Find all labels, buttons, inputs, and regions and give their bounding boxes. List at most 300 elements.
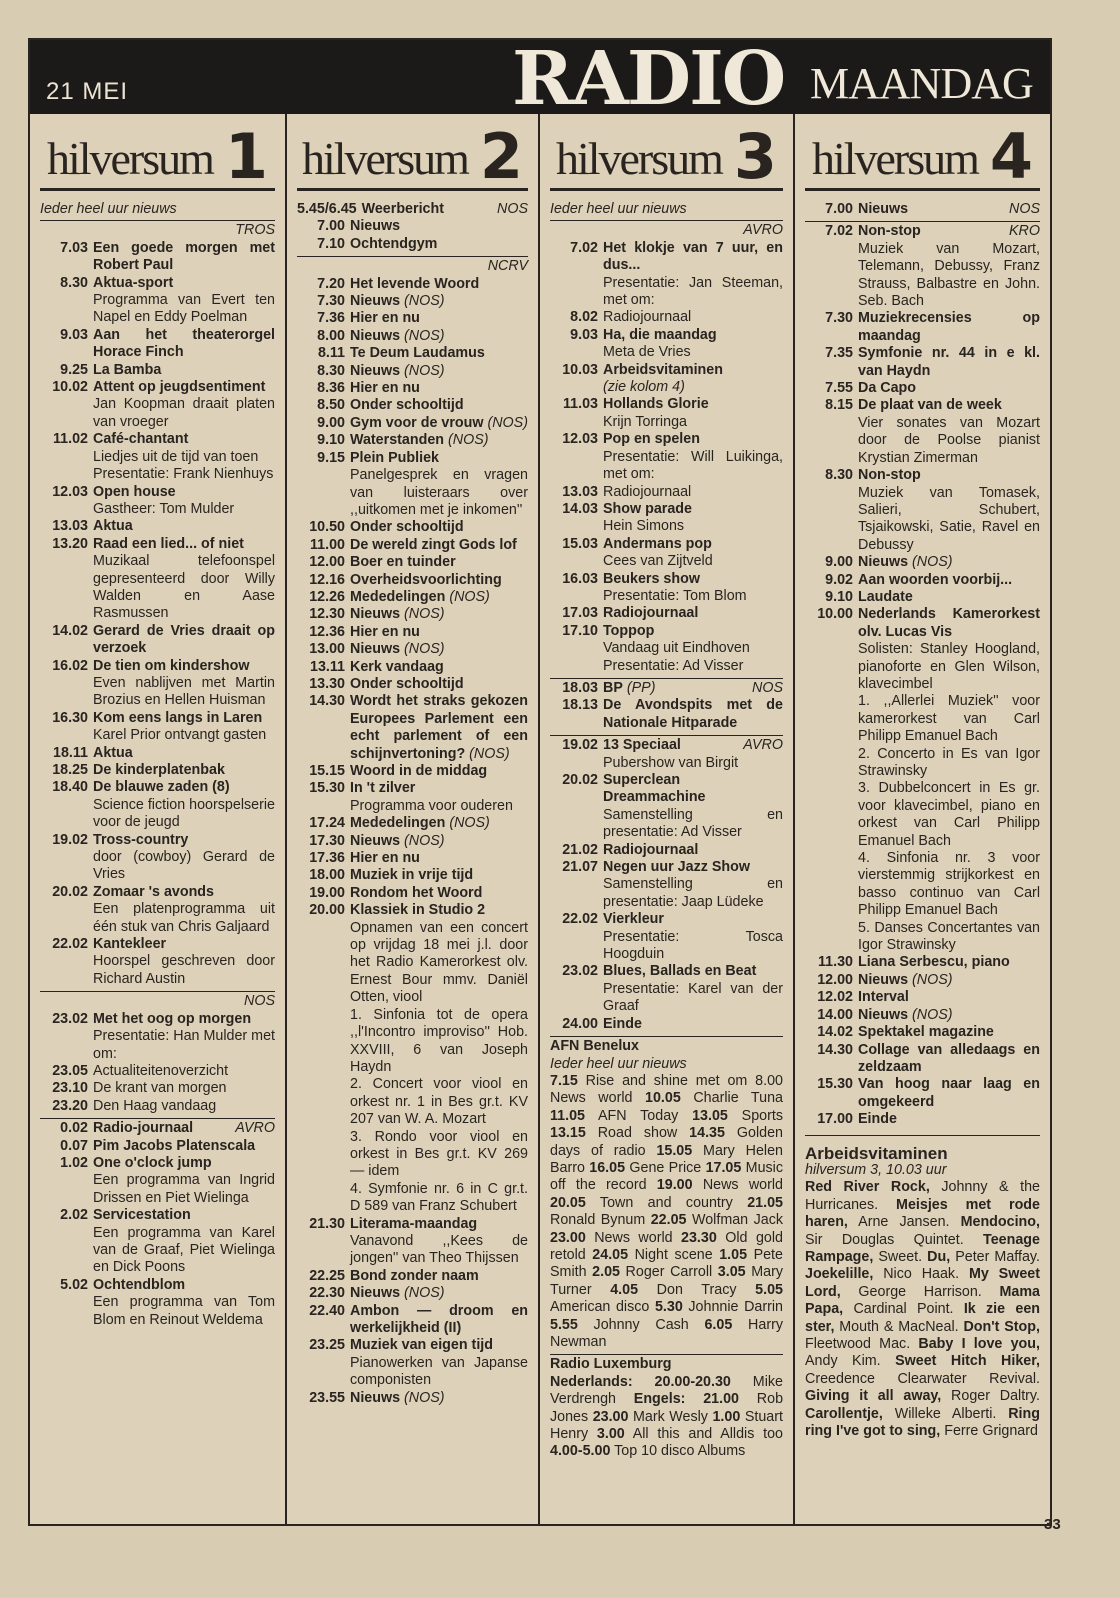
program-entry bbox=[550, 501, 783, 536]
broadcaster-label: AVRO bbox=[743, 737, 783, 754]
program-time: 13.03 bbox=[52, 518, 88, 535]
program-time: 17.30 bbox=[309, 832, 345, 849]
header-day: MAANDAG bbox=[810, 59, 1033, 108]
column-header bbox=[40, 114, 275, 191]
program-time: 14.02 bbox=[52, 622, 88, 639]
program-time: 9.02 bbox=[825, 571, 853, 588]
program-entry bbox=[297, 201, 528, 218]
program-title: Symfonie nr. 44 in e kl. van Haydn bbox=[858, 345, 1040, 379]
program-text bbox=[350, 450, 528, 520]
program-time: 13.00 bbox=[309, 641, 345, 658]
program-time: 9.15 bbox=[317, 449, 345, 466]
bold-segment: 1.00 bbox=[712, 1408, 741, 1425]
broadcaster-label: AVRO bbox=[743, 222, 783, 239]
program-text bbox=[858, 606, 1040, 954]
program-time: 12.00 bbox=[309, 554, 345, 571]
program-text bbox=[350, 1390, 528, 1407]
program-time: 10.02 bbox=[52, 379, 88, 396]
program-entry bbox=[40, 1063, 275, 1080]
news-note: Ieder heel uur nieuws bbox=[550, 201, 783, 221]
program-entry bbox=[297, 1285, 528, 1302]
program-description: 2. Concerto in Es van Igor Strawinsky bbox=[858, 745, 1040, 779]
program-entry bbox=[805, 380, 1040, 397]
program-entry bbox=[40, 658, 275, 710]
text-segment: Charlie Tuna bbox=[680, 1090, 783, 1107]
bold-segment: 22.05 bbox=[650, 1212, 687, 1229]
program-text bbox=[93, 884, 275, 936]
program-time: 16.03 bbox=[562, 570, 598, 587]
program-entry bbox=[40, 832, 275, 884]
column-header bbox=[805, 114, 1040, 191]
program-text bbox=[350, 537, 528, 554]
program-text bbox=[603, 1016, 783, 1033]
bold-segment: 21.05 bbox=[747, 1194, 783, 1211]
program-text bbox=[350, 328, 528, 345]
program-time: 19.02 bbox=[52, 831, 88, 848]
program-description: Programma voor ouderen bbox=[350, 797, 513, 814]
bold-segment: 5.30 bbox=[654, 1299, 683, 1316]
program-text bbox=[603, 484, 783, 501]
program-text bbox=[603, 309, 783, 326]
text-segment: AFN Today bbox=[585, 1107, 693, 1124]
program-text bbox=[603, 362, 783, 397]
program-title: Zomaar 's avonds bbox=[93, 883, 214, 900]
program-list bbox=[297, 201, 528, 1407]
program-title: Aktua bbox=[93, 744, 133, 761]
program-title: Onder schooltijd bbox=[350, 519, 464, 536]
column-header bbox=[550, 114, 783, 191]
program-text bbox=[858, 572, 1040, 589]
radio-listings-page bbox=[28, 38, 1052, 1526]
program-time: 7.20 bbox=[317, 275, 345, 292]
program-text bbox=[603, 571, 783, 606]
program-list bbox=[40, 201, 275, 1329]
program-title: Raad een lied... of niet bbox=[93, 535, 244, 552]
program-description: Vier sonates van Mozart door de Poolse pianist Krystian Zimerman bbox=[858, 414, 1040, 466]
program-time: 17.03 bbox=[562, 605, 598, 622]
program-time: 0.02 bbox=[60, 1120, 88, 1137]
program-time: 23.20 bbox=[52, 1097, 88, 1114]
program-entry bbox=[297, 432, 528, 449]
program-entry bbox=[297, 676, 528, 693]
program-list bbox=[805, 201, 1040, 1440]
program-description: Muziek van Tomasek, Salieri, Schubert, Tsjaikowski, Satie, Ravel en Debussy bbox=[858, 484, 1040, 553]
bold-segment: 4.00-5.00 bbox=[550, 1443, 611, 1460]
program-title: Collage van alledaags en zeldzaam bbox=[858, 1041, 1040, 1075]
program-text bbox=[93, 1120, 275, 1137]
program-entry bbox=[297, 328, 528, 345]
program-text bbox=[93, 1080, 275, 1097]
program-title: Aktua-sport bbox=[93, 274, 174, 291]
program-time: 16.02 bbox=[52, 657, 88, 674]
program-text bbox=[858, 1111, 1040, 1128]
program-text bbox=[362, 201, 528, 218]
program-text bbox=[350, 415, 528, 432]
program-text bbox=[858, 1076, 1040, 1111]
bold-segment: 24.05 bbox=[592, 1246, 629, 1263]
bold-segment: 13.15 bbox=[550, 1125, 586, 1142]
text-segment: Ferre Grignard bbox=[940, 1423, 1038, 1440]
program-description: Presentatie: Tosca Hoogduin bbox=[603, 928, 783, 963]
program-time: 5.02 bbox=[60, 1276, 88, 1293]
program-entry bbox=[805, 972, 1040, 989]
program-entry bbox=[297, 1390, 528, 1407]
program-entry bbox=[297, 397, 528, 414]
program-time: 24.00 bbox=[562, 1015, 598, 1032]
program-title: Andermans pop bbox=[603, 535, 712, 552]
program-title: De krant van morgen bbox=[93, 1080, 227, 1097]
program-time: 14.00 bbox=[817, 1006, 853, 1023]
program-description: Presentatie: Tom Blom bbox=[603, 587, 747, 604]
program-time: 7.00 bbox=[825, 201, 853, 217]
program-entry bbox=[805, 554, 1040, 571]
program-title: Mededelingen bbox=[350, 588, 446, 605]
program-time: 7.55 bbox=[825, 380, 853, 397]
program-text bbox=[93, 240, 275, 275]
program-entry bbox=[550, 623, 783, 675]
bold-segment: Don't Stop, bbox=[963, 1318, 1040, 1335]
broadcaster-label: KRO bbox=[1009, 223, 1040, 240]
program-entry bbox=[550, 911, 783, 963]
program-entry bbox=[40, 1118, 275, 1137]
program-description: 5. Danses Concertantes van Igor Strawinsky bbox=[858, 919, 1040, 954]
program-title: Gym voor de vrouw bbox=[350, 414, 484, 431]
section-title: Radio Luxemburg bbox=[550, 1356, 672, 1373]
program-text bbox=[858, 972, 1040, 989]
program-entry bbox=[297, 519, 528, 536]
program-entry bbox=[40, 745, 275, 762]
column-hilversum-4 bbox=[795, 114, 1050, 1524]
program-description: Presentatie: Karel van der Graaf bbox=[603, 980, 783, 1015]
program-text bbox=[350, 659, 528, 676]
program-text bbox=[350, 397, 528, 414]
program-text bbox=[350, 780, 528, 815]
program-entry bbox=[40, 536, 275, 623]
text-segment: Wolfman Jack bbox=[686, 1212, 783, 1229]
program-description: Karel Prior ontvangt gasten bbox=[93, 727, 267, 744]
text-segment: Stuart Henry bbox=[550, 1408, 783, 1443]
program-title: Actualiteitenoverzicht bbox=[93, 1062, 229, 1079]
program-time: 23.55 bbox=[309, 1389, 345, 1406]
playlist bbox=[805, 1179, 1040, 1440]
program-title: Met het oog op morgen bbox=[93, 1010, 252, 1027]
program-text bbox=[93, 832, 275, 884]
text-segment: Old gold retold bbox=[550, 1229, 783, 1263]
program-text bbox=[603, 737, 783, 772]
program-title: Wordt het straks gekozen Europees Parlement een echt parlement of een schijnvertoning? bbox=[350, 693, 528, 762]
broadcaster-label: NOS bbox=[752, 679, 783, 696]
news-note: Ieder heel uur nieuws bbox=[40, 201, 275, 221]
program-description: Solisten: Stanley Hoogland, pianoforte en Glen Wilson, klavecimbel bbox=[858, 641, 1040, 692]
text-segment: Golden days of radio bbox=[550, 1125, 783, 1159]
program-text bbox=[93, 623, 275, 658]
program-time: 9.00 bbox=[317, 414, 345, 431]
program-note: (NOS) bbox=[404, 327, 445, 344]
bold-segment: Mama Papa, bbox=[805, 1283, 1040, 1318]
program-title: Servicestation bbox=[93, 1207, 191, 1224]
program-time: 18.03 bbox=[562, 679, 598, 696]
program-text bbox=[93, 762, 275, 779]
program-title: Café-chantant bbox=[93, 431, 189, 448]
program-description: Hein Simons bbox=[603, 518, 685, 535]
program-entry bbox=[550, 484, 783, 501]
program-time: 13.20 bbox=[52, 535, 88, 552]
program-title: Radiojournaal bbox=[603, 605, 699, 622]
program-entry bbox=[805, 1007, 1040, 1024]
program-title: De plaat van de week bbox=[858, 397, 1002, 414]
section-subtitle: Ieder heel uur nieuws bbox=[550, 1055, 687, 1072]
program-text bbox=[93, 936, 275, 988]
program-entry bbox=[40, 379, 275, 431]
program-text bbox=[93, 327, 275, 362]
program-description: Een platenprogramma uit één stuk van Chris Galjaard bbox=[93, 901, 275, 935]
program-description: Science fiction hoorspelserie voor de jeugd bbox=[93, 796, 275, 831]
program-title: Nieuws bbox=[858, 1006, 909, 1023]
program-description: 4. Symfonie nr. 6 in C gr.t. D 589 van Franz Schubert bbox=[350, 1180, 528, 1215]
text-segment: Ronald Bynum bbox=[550, 1212, 651, 1229]
program-text bbox=[858, 1042, 1040, 1077]
bold-segment: Giving it all away, bbox=[805, 1388, 942, 1405]
station-name: hilversum bbox=[46, 133, 213, 184]
program-entry bbox=[805, 201, 1040, 218]
program-text bbox=[350, 676, 528, 693]
program-description: Een programma van Karel van de Graaf, Piet Wielinga en Dick Poons bbox=[93, 1224, 275, 1276]
program-text bbox=[350, 345, 528, 362]
program-title: Non-stop bbox=[858, 467, 921, 484]
program-text bbox=[350, 276, 528, 293]
program-title: Het klokje van 7 uur, en dus... bbox=[603, 239, 783, 274]
program-note: (NOS) bbox=[449, 815, 490, 832]
program-title: Bond zonder naam bbox=[350, 1267, 479, 1284]
program-description: Cees van Zijtveld bbox=[603, 553, 713, 570]
program-title: Einde bbox=[603, 1015, 642, 1032]
program-time: 8.50 bbox=[317, 397, 345, 414]
program-text bbox=[93, 362, 275, 379]
program-title: Nederlands Kamerorkest olv. Lucas Vis bbox=[858, 606, 1040, 640]
program-time: 8.02 bbox=[570, 309, 598, 326]
program-text bbox=[350, 693, 528, 763]
program-description: Krijn Torringa bbox=[603, 413, 687, 430]
bold-segment: Teenage Rampage, bbox=[805, 1231, 1040, 1265]
program-time: 12.03 bbox=[562, 431, 598, 448]
header-date: 21 MEI bbox=[46, 78, 129, 105]
program-entry bbox=[550, 536, 783, 571]
program-entry bbox=[550, 571, 783, 606]
program-text bbox=[603, 501, 783, 536]
program-entry bbox=[550, 309, 783, 326]
program-entry bbox=[297, 1216, 528, 1268]
bold-segment: Ring ring I've got to sing, bbox=[805, 1405, 1040, 1440]
program-entry bbox=[40, 884, 275, 936]
program-time: 1.02 bbox=[60, 1154, 88, 1171]
program-text bbox=[858, 380, 1040, 397]
program-time: 12.30 bbox=[309, 606, 345, 623]
program-entry bbox=[40, 275, 275, 327]
program-text bbox=[603, 911, 783, 963]
text-segment: Willeke Alberti. bbox=[882, 1405, 1009, 1422]
program-time: 21.30 bbox=[309, 1215, 345, 1232]
program-entry bbox=[297, 641, 528, 658]
program-title: Boer en tuinder bbox=[350, 554, 456, 571]
program-time: 14.30 bbox=[817, 1041, 853, 1058]
text-segment: George Harrison. bbox=[840, 1283, 1000, 1300]
program-text bbox=[603, 327, 783, 362]
program-note: (NOS) bbox=[404, 362, 445, 379]
program-description: Vandaag uit Eindhoven bbox=[603, 640, 750, 657]
program-description: 3. Dubbelconcert in Es gr. voor klavecimbel, piano en orkest van Carl Philipp Emanuel Bach bbox=[858, 780, 1040, 849]
program-title: Nieuws bbox=[858, 554, 909, 571]
program-text bbox=[603, 842, 783, 859]
program-time: 14.02 bbox=[817, 1024, 853, 1041]
program-title: Laudate bbox=[858, 588, 913, 605]
program-title: La Bamba bbox=[93, 361, 162, 378]
program-title: Literama-maandag bbox=[350, 1215, 478, 1232]
program-entry bbox=[805, 345, 1040, 380]
program-description: Presentatie: Han Mulder met om: bbox=[93, 1028, 275, 1062]
text-segment: Sports bbox=[727, 1107, 783, 1124]
program-title: Non-stop bbox=[858, 223, 921, 240]
program-time: 21.02 bbox=[562, 841, 598, 858]
program-time: 12.36 bbox=[309, 623, 345, 640]
program-entry bbox=[297, 780, 528, 815]
bold-segment: 16.05 bbox=[589, 1159, 626, 1176]
program-description: 2. Concert voor viool en orkest nr. 1 in Bes gr.t. KV 207 van W. A. Mozart bbox=[350, 1076, 528, 1128]
program-note: (NOS) bbox=[404, 641, 445, 658]
program-time: 7.35 bbox=[825, 345, 853, 362]
program-time: 10.50 bbox=[309, 519, 345, 536]
program-time: 2.02 bbox=[60, 1207, 88, 1224]
program-time: 15.30 bbox=[309, 780, 345, 797]
program-time: 22.02 bbox=[52, 936, 88, 953]
program-entry bbox=[40, 431, 275, 483]
box-title: Arbeidsvitaminen bbox=[805, 1143, 948, 1163]
program-title: Gerard de Vries draait op verzoek bbox=[93, 622, 275, 657]
program-entry bbox=[297, 554, 528, 571]
text-segment: Mike Verdrengh bbox=[550, 1373, 783, 1408]
text-segment: Town and country bbox=[585, 1194, 748, 1211]
program-time: 22.30 bbox=[309, 1285, 345, 1302]
program-entry bbox=[805, 1076, 1040, 1111]
program-entry bbox=[40, 936, 275, 988]
program-time: 13.11 bbox=[310, 658, 345, 675]
text-segment: Top 10 disco Albums bbox=[610, 1443, 746, 1460]
program-description: 1. ,,Allerlei Muziek'' voor kamerorkest van Carl Philipp Emanuel Bach bbox=[858, 693, 1040, 745]
program-title: Beukers show bbox=[603, 570, 700, 587]
program-description: Meta de Vries bbox=[603, 344, 691, 361]
program-description: Liedjes uit de tijd van toen bbox=[93, 448, 259, 465]
bold-segment: Red River Rock, bbox=[805, 1179, 930, 1196]
text-segment: Night scene bbox=[628, 1246, 720, 1263]
text-segment: Johnnie Darrin bbox=[682, 1299, 783, 1316]
program-title: Nieuws bbox=[350, 1389, 401, 1406]
program-title: Toppop bbox=[603, 622, 655, 639]
program-entry bbox=[40, 484, 275, 519]
program-time: 9.25 bbox=[60, 361, 88, 378]
program-text bbox=[350, 218, 528, 235]
program-entry bbox=[297, 415, 528, 432]
program-title: De Avondspits met de Nationale Hitparade bbox=[603, 697, 783, 731]
program-time: 11.02 bbox=[53, 431, 88, 448]
program-entry bbox=[297, 293, 528, 310]
program-time: 0.07 bbox=[60, 1137, 88, 1154]
text-segment: Nico Haak. bbox=[873, 1266, 969, 1283]
program-title: Mededelingen bbox=[350, 815, 446, 832]
program-text bbox=[350, 1216, 528, 1268]
program-time: 17.10 bbox=[562, 622, 598, 639]
program-entry bbox=[297, 236, 528, 253]
program-title: In 't zilver bbox=[350, 780, 416, 797]
program-entry bbox=[550, 859, 783, 911]
text-segment: Andy Kim. bbox=[805, 1353, 896, 1370]
program-description: Pubershow van Birgit bbox=[603, 754, 739, 771]
program-time: 18.25 bbox=[52, 762, 88, 778]
program-time: 20.02 bbox=[562, 772, 598, 788]
program-entry bbox=[297, 693, 528, 763]
program-text bbox=[93, 710, 275, 745]
program-title: Het levende Woord bbox=[350, 275, 480, 292]
program-entry bbox=[805, 572, 1040, 589]
program-text bbox=[603, 963, 783, 1015]
program-time: 12.16 bbox=[309, 571, 345, 588]
program-title: Nieuws bbox=[350, 1285, 401, 1302]
program-entry bbox=[805, 1111, 1040, 1128]
program-note: (NOS) bbox=[912, 971, 953, 988]
program-entry bbox=[40, 623, 275, 658]
program-description: 4. Sinfonia nr. 3 voor vierstemmig strijkorkest en basso continuo van Carl Philipp Emanuel Bach bbox=[858, 850, 1040, 919]
program-text bbox=[350, 363, 528, 380]
program-time: 11.03 bbox=[563, 396, 598, 413]
program-title: Muziek in vrije tijd bbox=[350, 867, 474, 884]
program-entry bbox=[297, 345, 528, 362]
text-segment: Don Tracy bbox=[638, 1281, 756, 1298]
program-time: 7.00 bbox=[317, 218, 345, 235]
program-description: Even nablijven met Martin Brozius en Hellen Huisman bbox=[93, 674, 275, 709]
program-title: Liana Serbescu, piano bbox=[858, 954, 1010, 971]
program-title: Muziek van eigen tijd bbox=[350, 1337, 493, 1354]
program-time: 13.03 bbox=[562, 483, 598, 500]
broadcaster-label: NCRV bbox=[297, 256, 528, 275]
program-entry bbox=[40, 1207, 275, 1277]
text-segment: Sweet. bbox=[873, 1248, 928, 1265]
program-entry bbox=[805, 1024, 1040, 1041]
program-title: Tross-country bbox=[93, 831, 189, 848]
program-description: Hoorspel geschreven door Richard Austin bbox=[93, 953, 275, 987]
program-title: Aan woorden voorbij... bbox=[858, 571, 1013, 588]
program-entry bbox=[550, 963, 783, 1015]
program-entry bbox=[297, 833, 528, 850]
program-entry bbox=[40, 779, 275, 831]
program-entry bbox=[550, 605, 783, 622]
program-time: 14.30 bbox=[309, 693, 345, 710]
text-segment: Sir Douglas Quintet. bbox=[805, 1231, 984, 1248]
bold-segment: 5.05 bbox=[755, 1281, 783, 1298]
program-entry bbox=[297, 572, 528, 589]
program-time: 12.00 bbox=[817, 971, 853, 988]
section-schedule bbox=[550, 1073, 783, 1352]
bold-segment: Engels: 21.00 bbox=[633, 1391, 739, 1408]
program-text bbox=[93, 658, 275, 710]
program-title: Ochtendblom bbox=[93, 1276, 186, 1293]
bold-segment: Sweet Hitch Hiker, bbox=[895, 1353, 1041, 1370]
program-time: 8.36 bbox=[317, 380, 345, 397]
program-time: 22.40 bbox=[309, 1302, 345, 1319]
program-entry bbox=[297, 815, 528, 832]
program-note: (NOS) bbox=[404, 606, 445, 623]
program-text bbox=[350, 589, 528, 606]
program-title: Nieuws bbox=[350, 832, 401, 849]
program-time: 17.24 bbox=[309, 815, 345, 832]
bold-segment: 19.00 bbox=[656, 1177, 693, 1194]
